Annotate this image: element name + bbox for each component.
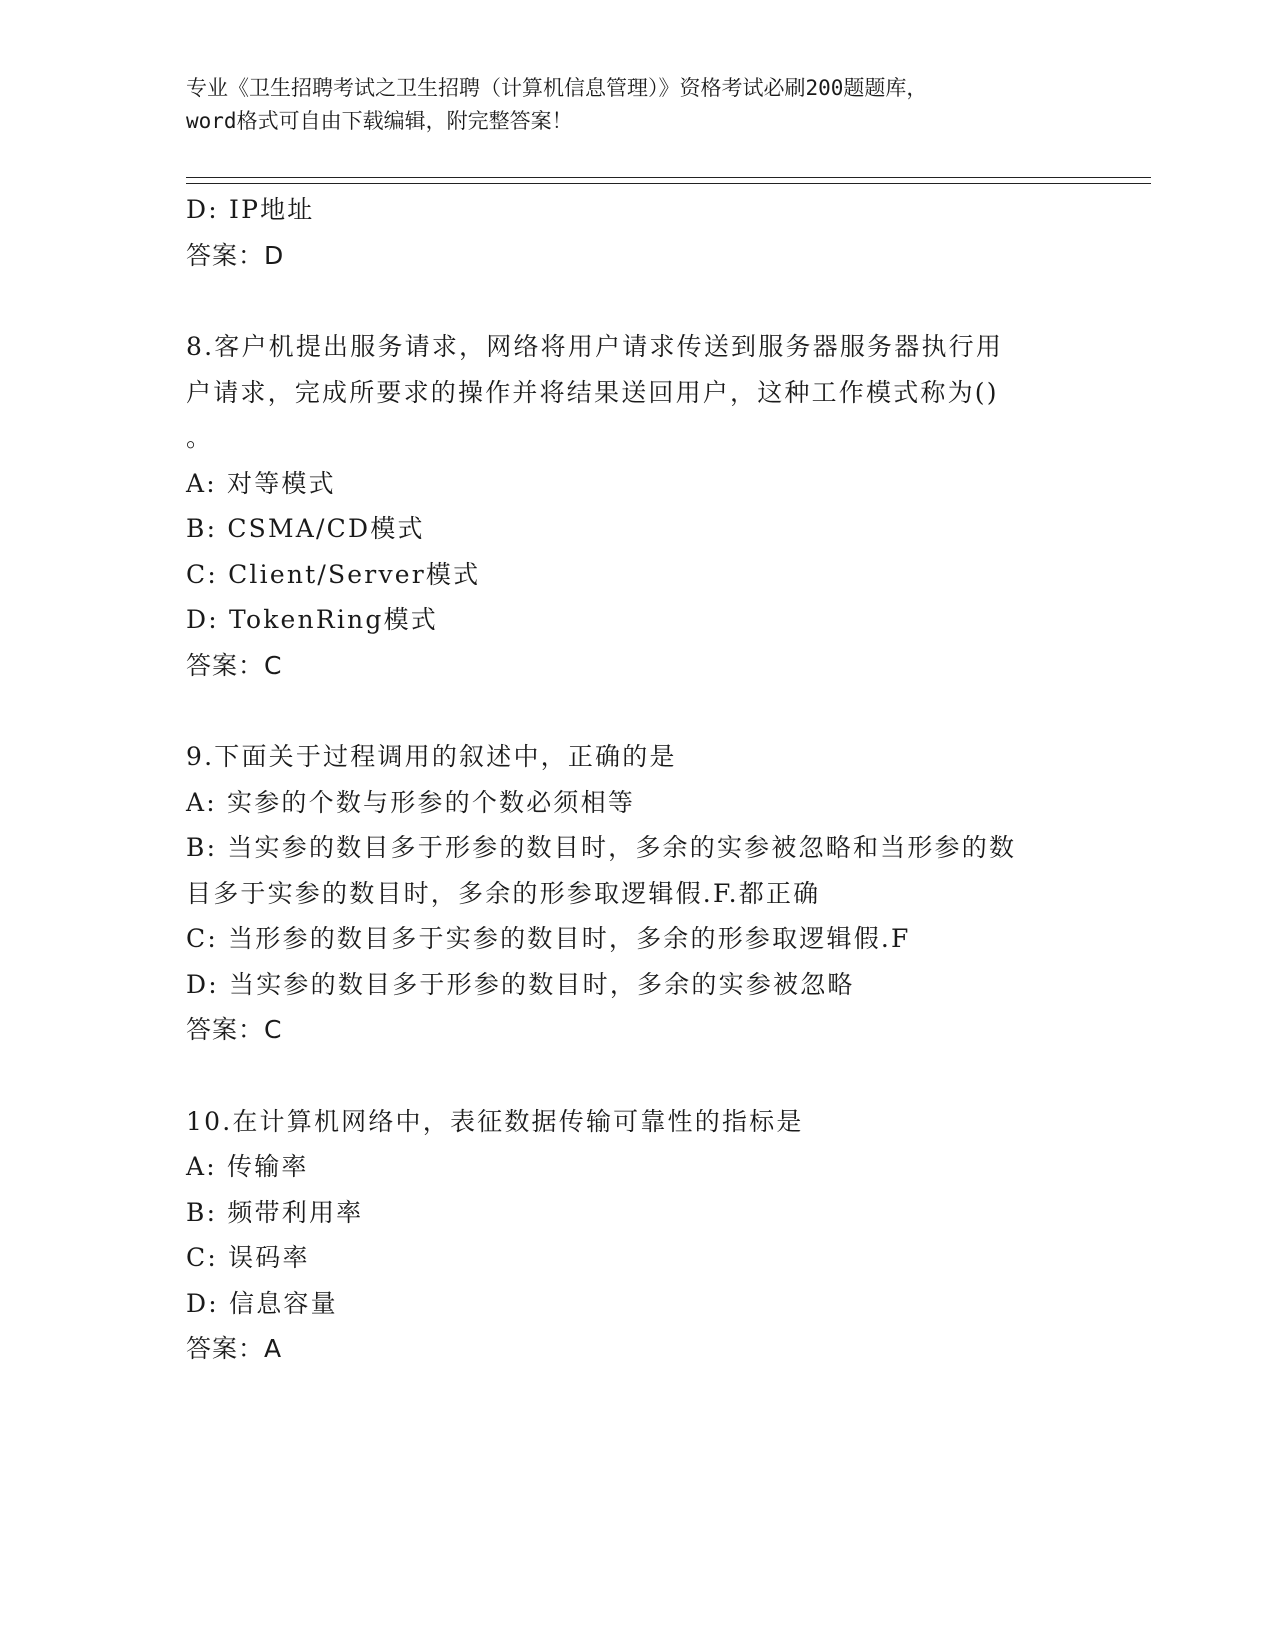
option-d: D: TokenRing模式 <box>186 605 438 634</box>
option-d: D: IP地址 <box>186 195 315 224</box>
option-b: B: 当实参的数目多于形参的数目时，多余的实参被忽略和当形参的数 <box>186 833 1017 862</box>
answer: 答案：C <box>186 1015 283 1044</box>
header-title-line-2: word格式可自由下载编辑，附完整答案！ <box>186 109 573 133</box>
question-9 <box>186 734 1086 1053</box>
question-stem-line: 8.客户机提出服务请求，网络将用户请求传送到服务器服务器执行用 <box>186 332 1004 361</box>
answer: 答案：A <box>186 1334 283 1363</box>
option-a: A: 对等模式 <box>186 468 336 498</box>
question-spacer <box>186 278 1086 324</box>
header-divider-bottom <box>186 183 1151 184</box>
question-stem-line: 9.下面关于过程调用的叙述中，正确的是 <box>186 742 677 771</box>
header-divider-top <box>186 177 1151 178</box>
header-title-line-1: 专业《卫生招聘考试之卫生招聘（计算机信息管理）》资格考试必刷200题题库， <box>186 76 928 100</box>
question-10 <box>186 1099 1086 1372</box>
question-stem-line: 户请求，完成所要求的操作并将结果送回用户，这种工作模式称为() <box>186 377 999 407</box>
option-a: A: 实参的个数与形参的个数必须相等 <box>186 787 636 817</box>
document-header <box>186 72 1106 138</box>
option-c: C: 误码率 <box>186 1243 310 1272</box>
option-c: C: 当形参的数目多于实参的数目时，多余的形参取逻辑假.F <box>186 924 911 953</box>
option-d: D: 信息容量 <box>186 1288 338 1318</box>
question-list <box>186 187 1086 1372</box>
question-stem-line: 。 <box>186 423 214 452</box>
answer: 答案：D <box>186 240 285 270</box>
option-d: D: 当实参的数目多于形参的数目时，多余的实参被忽略 <box>186 969 855 999</box>
question-spacer <box>186 1053 1086 1099</box>
option-b-continued: 目多于实参的数目时，多余的形参取逻辑假.F.都正确 <box>186 878 821 908</box>
option-a: A: 传输率 <box>186 1152 309 1181</box>
option-b: B: CSMA/CD模式 <box>186 514 425 543</box>
question-stem-line: 10.在计算机网络中，表征数据传输可靠性的指标是 <box>186 1106 804 1136</box>
question-spacer <box>186 688 1086 734</box>
option-c: C: Client/Server模式 <box>186 559 481 589</box>
question-7-tail <box>186 187 1086 278</box>
answer: 答案：C <box>186 650 283 680</box>
option-b: B: 频带利用率 <box>186 1197 364 1227</box>
question-8 <box>186 324 1086 688</box>
